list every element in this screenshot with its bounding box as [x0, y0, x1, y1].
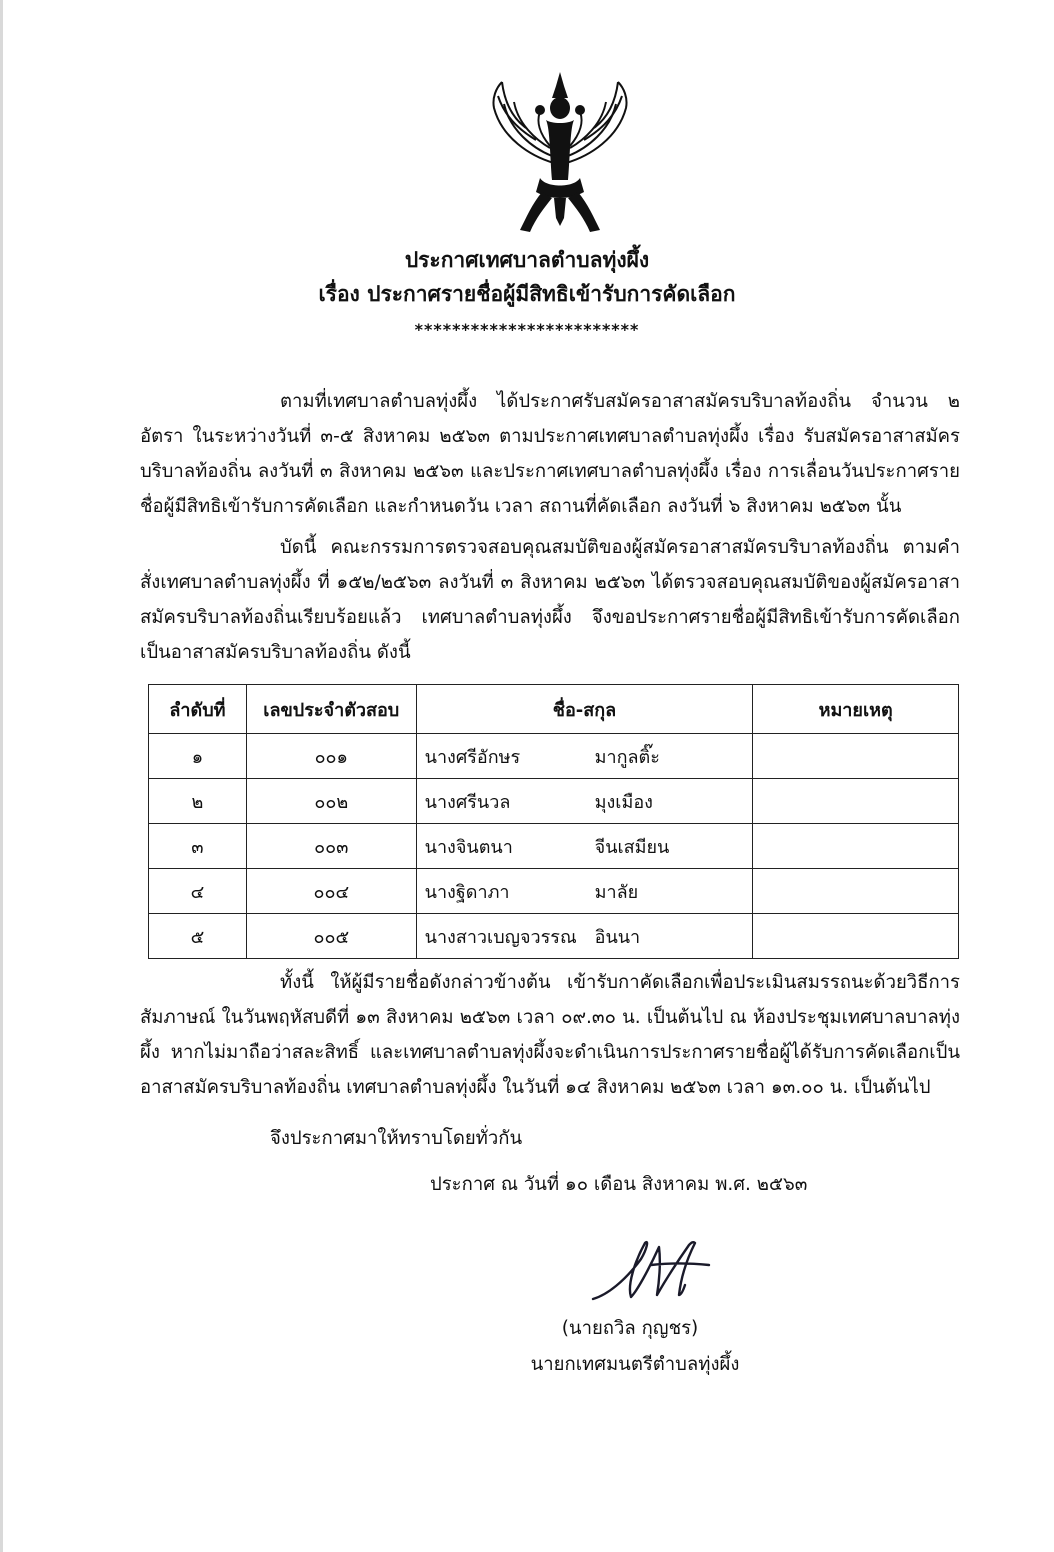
candidates-table [148, 684, 959, 959]
header-exam-id: เลขประจำตัวสอบ [246, 685, 416, 734]
cell-exam-id: ๐๐๔ [246, 869, 416, 914]
cell-remark [753, 779, 959, 824]
table-header-row [149, 685, 959, 734]
cell-order: ๕ [149, 914, 247, 959]
cell-remark [753, 869, 959, 914]
first-name: นางศรีอักษร [424, 746, 521, 768]
cell-exam-id: ๐๐๕ [246, 914, 416, 959]
separator: ************************ [414, 320, 640, 339]
first-name: นางสาวเบญจวรรณ [424, 926, 577, 948]
announcement-line: จึงประกาศมาให้ทราบโดยทั่วกัน [270, 1128, 523, 1149]
document-subject: เรื่อง ประกาศรายชื่อผู้มีสิทธิเข้ารับการคัดเลือก [318, 282, 736, 306]
header-name: ชื่อ-สกุล [416, 685, 753, 734]
page-edge [0, 0, 3, 1552]
cell-order: ๓ [149, 824, 247, 869]
cell-name [416, 869, 753, 914]
last-name: มากูลติ๊ะ [594, 746, 660, 768]
last-name: อินนา [594, 926, 641, 948]
cell-order: ๔ [149, 869, 247, 914]
table-row [149, 914, 959, 959]
table-row [149, 869, 959, 914]
signer-name: (นายถวิล กุญชร) [561, 1318, 699, 1339]
header-order: ลำดับที่ [149, 685, 247, 734]
document-title: ประกาศเทศบาลตำบลทุ่งผึ้ง [404, 248, 650, 272]
header-remark: หมายเหตุ [753, 685, 959, 734]
signature [585, 1225, 725, 1315]
paragraph-1 [140, 384, 960, 524]
cell-order: ๑ [149, 734, 247, 779]
cell-name [416, 824, 753, 869]
table-row [149, 824, 959, 869]
cell-remark [753, 824, 959, 869]
paragraph-2 [140, 530, 960, 670]
cell-exam-id: ๐๐๓ [246, 824, 416, 869]
first-name: นางฐิดาภา [424, 881, 510, 903]
last-name: มุงเมือง [594, 791, 653, 813]
garuda-emblem [480, 68, 640, 240]
announcement-date: ประกาศ ณ วันที่ ๑๐ เดือน สิงหาคม พ.ศ. ๒๕๖๓ [430, 1174, 808, 1195]
cell-name [416, 779, 753, 824]
cell-name [416, 734, 753, 779]
last-name: จีนเสมียน [594, 836, 670, 858]
cell-name [416, 914, 753, 959]
cell-exam-id: ๐๐๑ [246, 734, 416, 779]
cell-exam-id: ๐๐๒ [246, 779, 416, 824]
table-row [149, 734, 959, 779]
table-row [149, 779, 959, 824]
cell-order: ๒ [149, 779, 247, 824]
signer-title: นายกเทศมนตรีตำบลทุ่งผึ้ง [530, 1354, 740, 1375]
first-name: นางจินตนา [424, 836, 513, 858]
first-name: นางศรีนวล [424, 791, 511, 813]
paragraph-2-text: บัดนี้ คณะกรรมการตรวจสอบคุณสมบัติของผู้สมัครอาสาสมัครบริบาลท้องถิ่น ตามคำสั่งเทศบาลตำบลทุ่งผึ้ง ที่ ๑๕๒/๒๕๖๓ ลงวันที่ ๓ สิงหาคม ๒๕๖๓ ได้ตรวจสอบคุณสมบัติของผู้สมัครอาสาสมัครบริบาลท้องถิ่นเรียบร้อยแล้ว เทศบาลตำบลทุ่งผึ้ง จึงขอประกาศรายชื่อผู้มีสิทธิเข้ารับการคัดเลือกเป็นอาสาสมัครบริบาลท้องถิ่น ดังนี้ [140, 537, 960, 663]
cell-remark [753, 914, 959, 959]
paragraph-3 [140, 965, 960, 1105]
paragraph-1-text: ตามที่เทศบาลตำบลทุ่งผึ้ง ได้ประกาศรับสมัครอาสาสมัครบริบาลท้องถิ่น จำนวน ๒ อัตรา ในระหว่างวันที่ ๓-๕ สิงหาคม ๒๕๖๓ ตามประกาศเทศบาลตำบลทุ่งผึ้ง เรื่อง รับสมัครอาสาสมัครบริบาลท้องถิ่น ลงวันที่ ๓ สิงหาคม ๒๕๖๓ และประกาศเทศบาลตำบลทุ่งผึ้ง เรื่อง การเลื่อนวันประกาศรายชื่อผู้มีสิทธิเข้ารับการคัดเลือก และกำหนดวัน เวลา สถานที่คัดเลือก ลงวันที่ ๖ สิงหาคม ๒๕๖๓ นั้น [140, 391, 960, 517]
paragraph-3-text: ทั้งนี้ ให้ผู้มีรายชื่อดังกล่าวข้างต้น เข้ารับกาคัดเลือกเพื่อประเมินสมรรถนะด้วยวิธีการสัมภาษณ์ ในวันพฤหัสบดีที่ ๑๓ สิงหาคม ๒๕๖๓ เวลา ๐๙.๓๐ น. เป็นต้นไป ณ ห้องประชุมเทศบาลบาลทุ่งผึ้ง หากไม่มาถือว่าสละสิทธิ์ และเทศบาลตำบลทุ่งผึ้งจะดำเนินการประกาศรายชื่อผู้ได้รับการคัดเลือกเป็นอาสาสมัครบริบาลท้องถิ่น เทศบาลตำบลทุ่งผึ้ง ในวันที่ ๑๔ สิงหาคม ๒๕๖๓ เวลา ๑๓.๐๐ น. เป็นต้นไป [140, 972, 960, 1098]
cell-remark [753, 734, 959, 779]
last-name: มาลัย [594, 881, 639, 903]
